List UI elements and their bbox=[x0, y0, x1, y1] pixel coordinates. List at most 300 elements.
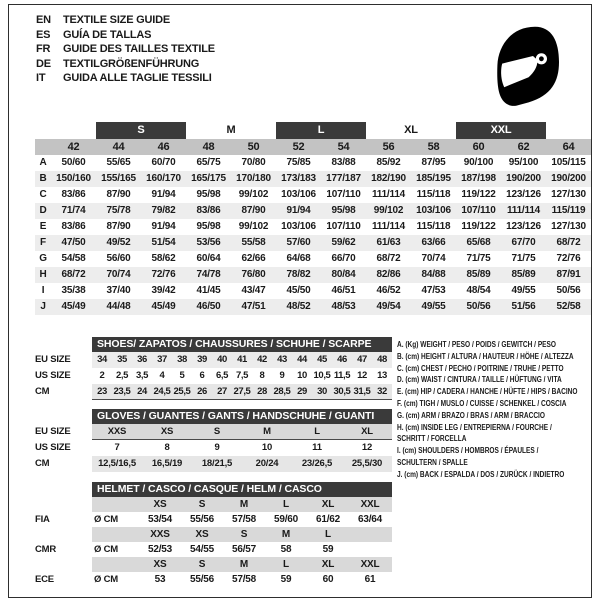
textile-size-table bbox=[35, 122, 591, 315]
shoe-cm-cell: 25,5 bbox=[173, 386, 191, 397]
measurement-cell: 70/74 bbox=[106, 269, 131, 280]
glove-us-size-cell: 11 bbox=[312, 442, 322, 453]
size-header-cell: 52 bbox=[292, 141, 305, 153]
row-label: CM bbox=[35, 458, 50, 469]
measurement-cell: 103/106 bbox=[281, 221, 316, 232]
measurement-cell: 48/53 bbox=[331, 301, 356, 312]
legend-item bbox=[397, 410, 590, 422]
measurement-cell: 83/86 bbox=[196, 205, 221, 216]
gloves-us-row bbox=[35, 440, 392, 456]
helmet-cm-cell: 61/62 bbox=[315, 514, 341, 525]
shoe-eu-size-cell: 39 bbox=[197, 354, 207, 365]
measurement-cell: 49/52 bbox=[106, 237, 131, 248]
helmet-cm-cell: 57/58 bbox=[231, 574, 257, 585]
size-group-cell: L bbox=[276, 122, 366, 139]
measurement-cell: 56/60 bbox=[106, 253, 131, 264]
legend-item bbox=[397, 374, 590, 386]
glove-us-size-cell: 9 bbox=[214, 442, 220, 453]
helmet-size-cell: XL bbox=[321, 559, 335, 570]
size-header-row bbox=[35, 139, 591, 155]
shoe-us-size-cell: 10,5 bbox=[313, 370, 331, 381]
shoe-cm-cell: 28,5 bbox=[273, 386, 291, 397]
measurement-cell: 68/72 bbox=[376, 253, 401, 264]
measurement-cell: 99/102 bbox=[238, 221, 269, 232]
shoe-us-size-cell: 6,5 bbox=[215, 370, 228, 381]
measurement-cell: 46/50 bbox=[196, 301, 221, 312]
shoe-cm-cell: 23,5 bbox=[113, 386, 131, 397]
measurement-cell: 187/198 bbox=[461, 173, 496, 184]
shoe-us-size-cell: 10 bbox=[297, 370, 307, 381]
measurement-cell: 115/119 bbox=[551, 205, 586, 216]
measurement-cell: 64/68 bbox=[286, 253, 311, 264]
helmet-size-cell: S bbox=[240, 529, 248, 540]
row-label: EU SIZE bbox=[35, 354, 71, 365]
cert-label: ECE bbox=[35, 574, 54, 585]
shoes-table bbox=[35, 337, 392, 400]
measurement-cell: 47/51 bbox=[241, 301, 266, 312]
measurement-cell: 90/100 bbox=[463, 157, 494, 168]
cert-label: CMR bbox=[35, 544, 57, 555]
measurement-cell: 58/62 bbox=[151, 253, 176, 264]
helmet-size-row bbox=[35, 527, 392, 542]
legend-line: G. (cm) ARM / BRAZO / BRAS / ARM / BRACCIO bbox=[397, 410, 545, 420]
shoe-cm-cell: 27,5 bbox=[233, 386, 251, 397]
measurement-cell: 190/200 bbox=[551, 173, 586, 184]
measurement-cell: 35/38 bbox=[61, 285, 86, 296]
measurement-cell: 91/94 bbox=[286, 205, 311, 216]
measurement-cell: 170/180 bbox=[236, 173, 271, 184]
measurement-cell: 49/54 bbox=[376, 301, 401, 312]
diameter-unit-label: Ø CM bbox=[94, 514, 119, 525]
measurement-cell: 185/195 bbox=[416, 173, 451, 184]
measurement-cell: 75/78 bbox=[106, 205, 131, 216]
measurement-cell: 74/78 bbox=[196, 269, 221, 280]
shoe-cm-cell: 23 bbox=[97, 386, 107, 397]
measurement-cell: 150/160 bbox=[56, 173, 91, 184]
measurement-cell: 59/62 bbox=[331, 237, 356, 248]
shoe-eu-size-cell: 48 bbox=[377, 354, 387, 365]
row-label: CM bbox=[35, 386, 50, 397]
language-code: FR bbox=[36, 43, 51, 56]
legend-line: I. (cm) SHOULDERS / HOMBROS / ÉPAULES / bbox=[397, 446, 539, 456]
measurement-row-key: B bbox=[39, 173, 47, 184]
measurement-cell: 95/100 bbox=[508, 157, 539, 168]
measurement-cell: 119/122 bbox=[461, 221, 496, 232]
measurement-cell: 68/72 bbox=[61, 269, 86, 280]
size-header-cell: 44 bbox=[112, 141, 125, 153]
measurement-row-key: D bbox=[39, 205, 47, 216]
helmet-cm-cell: 57/58 bbox=[231, 514, 257, 525]
measurement-cell: 55/58 bbox=[241, 237, 266, 248]
helmet-size-cell: M bbox=[239, 499, 249, 510]
shoe-cm-cell: 27 bbox=[217, 386, 227, 397]
measurement-row-key: J bbox=[40, 301, 46, 312]
measurement-cell: 83/86 bbox=[61, 189, 86, 200]
shoes-title-row bbox=[35, 337, 392, 352]
shoe-eu-size-cell: 40 bbox=[217, 354, 227, 365]
measurement-cell: 83/88 bbox=[331, 157, 356, 168]
size-header-cell: 56 bbox=[382, 141, 395, 153]
shoe-us-size-cell: 12 bbox=[357, 370, 367, 381]
diameter-unit-label: Ø CM bbox=[94, 574, 119, 585]
measurement-cell: 65/68 bbox=[466, 237, 491, 248]
measurement-cell: 84/88 bbox=[421, 269, 446, 280]
language-code: DE bbox=[36, 57, 51, 70]
accessory-tables bbox=[35, 337, 392, 587]
helmet-size-cell: L bbox=[325, 529, 331, 540]
helmet-cm-cell: 52/53 bbox=[147, 544, 173, 555]
measurement-row bbox=[35, 283, 591, 299]
measurement-cell: 82/86 bbox=[376, 269, 401, 280]
shoe-eu-size-cell: 45 bbox=[317, 354, 327, 365]
helmet-value-row bbox=[35, 512, 392, 527]
language-title-list bbox=[36, 13, 215, 86]
size-group-cell: M bbox=[226, 124, 236, 136]
measurement-row bbox=[35, 267, 591, 283]
gloves-eu-row bbox=[35, 424, 392, 440]
shoes-eu-row bbox=[35, 352, 392, 368]
legend-item bbox=[397, 339, 590, 351]
measurement-cell: 49/55 bbox=[511, 285, 536, 296]
helmet-size-cell: M bbox=[281, 529, 291, 540]
measurement-cell: 91/94 bbox=[151, 189, 176, 200]
measurement-row bbox=[35, 171, 591, 187]
shoes-cm-row bbox=[35, 384, 392, 400]
measurement-row-key: H bbox=[39, 269, 47, 280]
glove-us-size-cell: 8 bbox=[164, 442, 170, 453]
helmet-size-cell: M bbox=[239, 559, 249, 570]
helmet-size-cell: XS bbox=[153, 559, 167, 570]
shoe-us-size-cell: 3,5 bbox=[135, 370, 148, 381]
measurement-cell: 107/110 bbox=[461, 205, 496, 216]
legend-item bbox=[397, 351, 590, 363]
measurement-cell: 71/75 bbox=[466, 253, 491, 264]
measurement-cell: 111/114 bbox=[371, 221, 406, 232]
measurement-cell: 52/58 bbox=[556, 301, 581, 312]
gloves-title-bar: GLOVES / GUANTES / GANTS / HANDSCHUHE / GUANTI bbox=[92, 409, 392, 424]
measurement-cell: 87/90 bbox=[106, 189, 131, 200]
language-title-row bbox=[36, 71, 215, 86]
helmet-cm-cell: 58 bbox=[280, 544, 292, 555]
helmet-cm-cell: 59/60 bbox=[273, 514, 299, 525]
measurement-cell: 107/110 bbox=[326, 189, 361, 200]
measurement-cell: 95/98 bbox=[331, 205, 356, 216]
legend-item bbox=[397, 398, 590, 410]
measurement-cell: 48/52 bbox=[286, 301, 311, 312]
helmet-cm-cell: 59 bbox=[280, 574, 292, 585]
shoe-us-size-cell: 11,5 bbox=[333, 370, 351, 381]
legend-line: D. (cm) WAIST / CINTURA / TAILLE / HÜFTUNG / VITA bbox=[397, 375, 562, 385]
shoe-cm-cell: 30,5 bbox=[333, 386, 351, 397]
shoe-cm-cell: 29 bbox=[297, 386, 307, 397]
measurement-cell: 111/114 bbox=[506, 205, 541, 216]
measurement-cell: 127/130 bbox=[551, 189, 586, 200]
measurement-cell: 190/200 bbox=[506, 173, 541, 184]
helmet-cm-cell: 53 bbox=[154, 574, 166, 585]
measurement-cell: 39/42 bbox=[151, 285, 176, 296]
measurement-cell: 62/66 bbox=[241, 253, 266, 264]
measurement-cell: 45/49 bbox=[61, 301, 86, 312]
size-header-cell: 58 bbox=[427, 141, 440, 153]
size-group-spacer bbox=[51, 122, 96, 139]
measurement-cell: 103/106 bbox=[281, 189, 316, 200]
size-header-cell: 62 bbox=[517, 141, 530, 153]
glove-us-size-cell: 12 bbox=[361, 442, 373, 453]
measurement-cell: 177/187 bbox=[326, 173, 361, 184]
measurement-row-key: G bbox=[39, 253, 47, 264]
measurement-cell: 115/118 bbox=[416, 221, 451, 232]
shoe-us-size-cell: 9 bbox=[279, 370, 285, 381]
legend-item bbox=[397, 469, 590, 481]
helmet-size-cell: L bbox=[283, 559, 289, 570]
size-header-cell: 42 bbox=[67, 141, 80, 153]
measurement-cell: 57/60 bbox=[286, 237, 311, 248]
measurement-cell: 60/70 bbox=[151, 157, 176, 168]
legend-line: A. (Kg) WEIGHT / PESO / POIDS / GEWITCH / PESO bbox=[397, 340, 557, 349]
measurement-cell: 182/190 bbox=[371, 173, 406, 184]
shoe-cm-cell: 24 bbox=[137, 386, 147, 397]
glove-eu-size-cell: XL bbox=[361, 426, 373, 437]
legend-line: C. (cm) CHEST / PECHO / POITRINE / TRUHE / PETTO bbox=[397, 363, 564, 373]
diameter-unit-label: Ø CM bbox=[94, 544, 119, 555]
helmet-size-cell: XXL bbox=[360, 499, 380, 510]
measurement-legend bbox=[397, 339, 590, 481]
measurement-row-key: I bbox=[41, 285, 45, 296]
glove-eu-size-cell: M bbox=[263, 426, 271, 437]
helmet-cm-cell: 59 bbox=[322, 544, 334, 555]
glove-us-size-cell: 7 bbox=[114, 442, 120, 453]
legend-line: H. (cm) INSIDE LEG / ENTREPIERNA / FOURCHE / bbox=[397, 422, 552, 432]
measurement-cell: 160/170 bbox=[146, 173, 181, 184]
helmet-title-bar: HELMET / CASCO / CASQUE / HELM / CASCO bbox=[92, 482, 392, 497]
measurement-cell: 43/47 bbox=[241, 285, 266, 296]
measurement-cell: 78/82 bbox=[286, 269, 311, 280]
measurement-cell: 91/94 bbox=[151, 221, 176, 232]
glove-eu-size-cell: S bbox=[213, 426, 221, 437]
measurement-row bbox=[35, 235, 591, 251]
measurement-row bbox=[35, 155, 591, 171]
shoe-cm-cell: 24,5 bbox=[153, 386, 171, 397]
legend-item bbox=[397, 363, 590, 375]
helmet-value-row bbox=[35, 572, 392, 587]
shoe-eu-size-cell: 36 bbox=[137, 354, 147, 365]
gloves-title-row bbox=[35, 409, 392, 424]
helmet-cm-cell: 53/54 bbox=[147, 514, 173, 525]
shoe-eu-size-cell: 34 bbox=[97, 354, 107, 365]
shoe-cm-cell: 26 bbox=[197, 386, 207, 397]
measurement-cell: 45/49 bbox=[151, 301, 176, 312]
measurement-cell: 165/175 bbox=[191, 173, 226, 184]
shoe-us-size-cell: 6 bbox=[199, 370, 205, 381]
measurement-cell: 70/74 bbox=[421, 253, 446, 264]
racing-helmet-icon bbox=[487, 20, 567, 112]
legend-line: SCHULTERN / SPALLE bbox=[397, 457, 468, 467]
helmet-size-cell: XL bbox=[321, 499, 335, 510]
measurement-cell: 47/53 bbox=[421, 285, 446, 296]
size-header-cell: 64 bbox=[562, 141, 575, 153]
shoe-us-size-cell: 8 bbox=[259, 370, 265, 381]
helmet-cm-cell: 55/56 bbox=[189, 514, 215, 525]
shoe-eu-size-cell: 46 bbox=[337, 354, 347, 365]
helmet-table bbox=[35, 482, 392, 587]
shoe-cm-cell: 28 bbox=[257, 386, 267, 397]
measurement-cell: 80/84 bbox=[331, 269, 356, 280]
legend-line: B. (cm) HEIGHT / ALTURA / HAUTEUR / HÖHE / ALTEZZA bbox=[397, 351, 574, 361]
measurement-cell: 50/60 bbox=[61, 157, 86, 168]
measurement-row bbox=[35, 203, 591, 219]
measurement-cell: 66/70 bbox=[331, 253, 356, 264]
measurement-row-key: F bbox=[40, 237, 46, 248]
measurement-cell: 46/52 bbox=[376, 285, 401, 296]
shoe-us-size-cell: 13 bbox=[377, 370, 387, 381]
measurement-cell: 155/165 bbox=[101, 173, 136, 184]
legend-line: SCHRITT / FORCELLA bbox=[397, 434, 467, 444]
measurement-cell: 65/75 bbox=[196, 157, 221, 168]
shoe-eu-size-cell: 41 bbox=[237, 354, 247, 365]
language-code: IT bbox=[36, 72, 46, 85]
row-label: US SIZE bbox=[35, 442, 71, 453]
measurement-row bbox=[35, 187, 591, 203]
guide-title-text: TEXTILGRÖßENFÜHRUNG bbox=[63, 57, 200, 70]
measurement-cell: 51/56 bbox=[511, 301, 536, 312]
measurement-cell: 48/54 bbox=[466, 285, 491, 296]
helmet-size-cell: XS bbox=[153, 499, 167, 510]
measurement-cell: 37/40 bbox=[106, 285, 131, 296]
measurement-cell: 85/89 bbox=[511, 269, 536, 280]
measurement-row-key: C bbox=[39, 189, 47, 200]
measurement-cell: 75/85 bbox=[286, 157, 311, 168]
measurement-cell: 87/90 bbox=[106, 221, 131, 232]
measurement-cell: 68/72 bbox=[556, 237, 581, 248]
glove-cm-cell: 18/21,5 bbox=[201, 458, 233, 469]
measurement-cell: 127/130 bbox=[551, 221, 586, 232]
row-label: EU SIZE bbox=[35, 426, 71, 437]
shoe-eu-size-cell: 37 bbox=[157, 354, 167, 365]
glove-eu-size-cell: XXS bbox=[107, 426, 127, 437]
shoes-us-row bbox=[35, 368, 392, 384]
measurement-cell: 72/76 bbox=[556, 253, 581, 264]
measurement-cell: 50/56 bbox=[466, 301, 491, 312]
helmet-size-row bbox=[35, 497, 392, 512]
shoe-cm-cell: 32 bbox=[377, 386, 387, 397]
helmet-cert-sections bbox=[35, 497, 392, 587]
measurement-cell: 71/75 bbox=[511, 253, 536, 264]
helmet-size-cell: XXL bbox=[360, 559, 380, 570]
measurement-cell: 55/65 bbox=[106, 157, 131, 168]
guide-title-text: GUIDE DES TAILLES TEXTILE bbox=[63, 43, 215, 56]
measurement-cell: 95/98 bbox=[196, 189, 221, 200]
row-key-spacer bbox=[35, 139, 51, 155]
cert-label: FIA bbox=[35, 514, 50, 525]
size-header-cell: 50 bbox=[247, 141, 260, 153]
measurement-cell: 46/51 bbox=[331, 285, 356, 296]
measurement-cell: 76/80 bbox=[241, 269, 266, 280]
helmet-cm-cell: 56/57 bbox=[231, 544, 257, 555]
shoe-eu-size-cell: 35 bbox=[117, 354, 127, 365]
measurement-cell: 50/56 bbox=[556, 285, 581, 296]
shoe-us-size-cell: 5 bbox=[179, 370, 185, 381]
measurement-cell: 87/90 bbox=[241, 205, 266, 216]
language-code: EN bbox=[36, 14, 51, 26]
legend-item bbox=[397, 445, 590, 469]
measurement-cell: 123/126 bbox=[506, 189, 541, 200]
helmet-title-row bbox=[35, 482, 392, 497]
size-group-row bbox=[51, 122, 591, 139]
measurement-cell: 71/74 bbox=[61, 205, 86, 216]
measurement-row-key: E bbox=[39, 221, 47, 232]
helmet-cm-cell: 63/64 bbox=[357, 514, 383, 525]
measurement-cell: 83/86 bbox=[61, 221, 86, 232]
glove-cm-cell: 25,5/30 bbox=[351, 458, 383, 469]
size-header-cell: 54 bbox=[337, 141, 350, 153]
glove-cm-cell: 20/24 bbox=[255, 458, 279, 469]
legend-line: F. (cm) TIGH / MUSLO / CUISSE / SCHENKEL / COSCIA bbox=[397, 398, 567, 408]
glove-eu-size-cell: XS bbox=[160, 426, 174, 437]
measurement-cell: 85/89 bbox=[466, 269, 491, 280]
legend-line: J. (cm) BACK / ESPALDA / DOS / ZURÜCK / INDIETRO bbox=[397, 469, 565, 479]
measurement-cell: 54/58 bbox=[61, 253, 86, 264]
guide-title-text: GUÍA DE TALLAS bbox=[63, 28, 152, 41]
guide-title-text: TEXTILE SIZE GUIDE bbox=[63, 14, 171, 26]
measurement-rows bbox=[35, 155, 591, 315]
measurement-row bbox=[35, 251, 591, 267]
guide-title-text: GUIDA ALLE TAGLIE TESSILI bbox=[63, 72, 212, 85]
measurement-cell: 115/118 bbox=[416, 189, 451, 200]
glove-eu-size-cell: L bbox=[314, 426, 320, 437]
shoe-us-size-cell: 2 bbox=[99, 370, 105, 381]
helmet-size-cell: S bbox=[198, 559, 206, 570]
glove-cm-cell: 12,5/16,5 bbox=[98, 458, 136, 469]
language-code: ES bbox=[36, 28, 51, 41]
measurement-cell: 49/55 bbox=[421, 301, 446, 312]
shoe-eu-size-cell: 47 bbox=[357, 354, 367, 365]
helmet-cm-cell: 55/56 bbox=[189, 574, 215, 585]
glove-cm-cell: 16,5/19 bbox=[151, 458, 183, 469]
shoe-eu-size-cell: 44 bbox=[297, 354, 307, 365]
measurement-cell: 53/56 bbox=[196, 237, 221, 248]
size-header-cell: 60 bbox=[472, 141, 485, 153]
size-group-cell: XXL bbox=[456, 122, 546, 139]
measurement-cell: 60/64 bbox=[196, 253, 221, 264]
helmet-size-cell: XS bbox=[195, 529, 209, 540]
measurement-cell: 70/80 bbox=[241, 157, 266, 168]
helmet-size-cell: S bbox=[198, 499, 206, 510]
language-title-row bbox=[36, 28, 215, 43]
helmet-cm-cell: 54/55 bbox=[189, 544, 215, 555]
measurement-cell: 72/76 bbox=[151, 269, 176, 280]
legend-item bbox=[397, 386, 590, 398]
shoe-eu-size-cell: 38 bbox=[177, 354, 187, 365]
measurement-cell: 41/45 bbox=[196, 285, 221, 296]
gloves-cm-row bbox=[35, 456, 392, 472]
shoe-us-size-cell: 2,5 bbox=[115, 370, 128, 381]
language-title-row bbox=[36, 13, 215, 28]
measurement-cell: 111/114 bbox=[371, 189, 406, 200]
shoes-title-bar: SHOES/ ZAPATOS / CHAUSSURES / SCHUHE / SCARPE bbox=[92, 337, 392, 352]
shoe-cm-cell: 30 bbox=[317, 386, 327, 397]
size-header-cell: 48 bbox=[202, 141, 215, 153]
legend-item bbox=[397, 422, 590, 446]
measurement-cell: 87/91 bbox=[556, 269, 581, 280]
shoe-cm-cell: 31,5 bbox=[353, 386, 371, 397]
language-title-row bbox=[36, 57, 215, 72]
measurement-cell: 95/98 bbox=[196, 221, 221, 232]
helmet-size-cell: L bbox=[283, 499, 289, 510]
measurement-cell: 87/95 bbox=[421, 157, 446, 168]
shoe-us-size-cell: 4 bbox=[159, 370, 165, 381]
row-label: US SIZE bbox=[35, 370, 71, 381]
measurement-cell: 45/50 bbox=[286, 285, 311, 296]
